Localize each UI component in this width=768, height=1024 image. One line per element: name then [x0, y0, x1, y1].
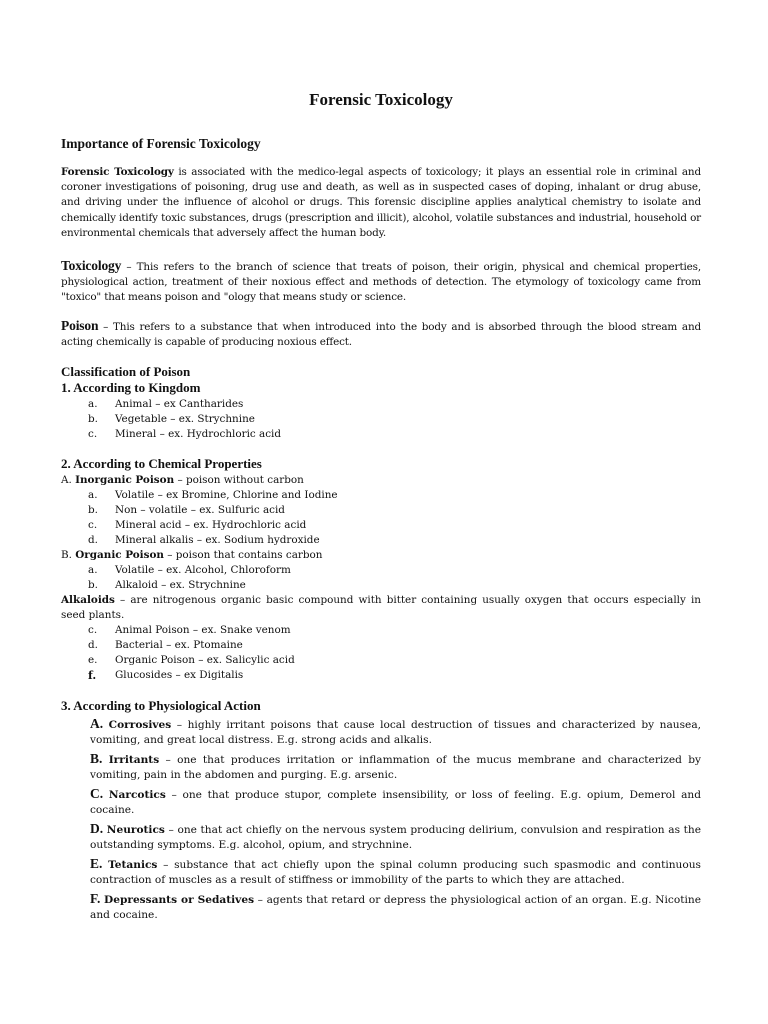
- list-item: a. Volatile – ex. Alcohol, Chloroform: [88, 564, 291, 576]
- alkaloids-line: Alkaloids – are nitrogenous organic basic compound with bitter containing usually oxygen that occurs especially in seed plants.: [61, 594, 701, 621]
- poison-paragraph: [61, 318, 701, 350]
- chemical-heading: 2. According to Chemical Properties: [61, 456, 262, 471]
- list-item: b. Non – volatile – ex. Sulfuric acid: [88, 504, 285, 516]
- list-item: c. Mineral acid – ex. Hydrochloric acid: [88, 519, 307, 531]
- list-item: a. Animal – ex Cantharides: [88, 398, 244, 410]
- toxicology-paragraph: [61, 258, 701, 306]
- poison-text: – This refers to a substance that when introduced into the body and is absorbed through the blood stream and acting chemically is capable of producing noxious effect.: [61, 321, 701, 349]
- toxicology-text: – This refers to the branch of science that treats of poison, their origin, physical and chemical properties, physiological action, treatment of their noxious effect and methods of detection. The etymology of toxicology came from "toxico" that means poison and "ology that means study or science.: [61, 261, 701, 304]
- list-item: F. Depressants or Sedatives – agents that retard or depress the physiological action of an organ. E.g. Nicotine and cocaine.: [90, 891, 701, 921]
- list-item: e. Organic Poison – ex. Salicylic acid: [88, 654, 295, 666]
- chemical-list: [61, 473, 701, 683]
- list-item: f. Glucosides – ex Digitalis: [88, 669, 244, 682]
- list-item: b. Alkaloid – ex. Strychnine: [88, 579, 246, 591]
- organic-line: B. Organic Poison – poison that contains carbon: [61, 549, 323, 561]
- intro-paragraph: [61, 165, 701, 241]
- list-item: D. Neurotics – one that act chiefly on the nervous system producing delirium, convulsion and respiration as the outstanding symptoms. E.g. alcohol, opium, and strychnine.: [90, 821, 701, 851]
- kingdom-list: [61, 397, 701, 442]
- physiological-list: [90, 716, 701, 926]
- list-item: C. Narcotics – one that produce stupor, complete insensibility, or loss of feeling. E.g. opium, Demerol and cocaine.: [90, 786, 702, 816]
- intro-term: Forensic Toxicology: [61, 166, 174, 178]
- list-item: b. Vegetable – ex. Strychnine: [88, 413, 255, 425]
- list-item: A. Corrosives – highly irritant poisons that cause local destruction of tissues and characterized by nausea, vomiting, and great local distress. E.g. strong acids and alkalis.: [90, 716, 702, 746]
- list-item: c. Mineral – ex. Hydrochloric acid: [88, 428, 282, 440]
- physiological-heading: 3. According to Physiological Action: [61, 698, 261, 713]
- list-item: c. Animal Poison – ex. Snake venom: [88, 624, 291, 636]
- inorganic-line: A. Inorganic Poison – poison without carbon: [61, 474, 304, 486]
- list-item: a. Volatile – ex Bromine, Chlorine and Iodine: [88, 489, 338, 501]
- importance-heading: Importance of Forensic Toxicology: [61, 136, 261, 151]
- list-item: d. Mineral alkalis – ex. Sodium hydroxide: [88, 534, 320, 546]
- classification-heading: Classification of Poison: [61, 364, 191, 379]
- kingdom-heading: 1. According to Kingdom: [61, 380, 201, 395]
- list-item: E. Tetanics – substance that act chiefly upon the spinal column producing such spasmodic and continuous contraction of muscles as a result of stiffness or immobility of the parts to which they are attached.: [90, 856, 701, 886]
- intro-text: is associated with the medico-legal aspects of toxicology; it plays an essential role in criminal and coroner investigations of poisoning, drug use and death, as well as in suspected cases of doping, inhalant or drug abuse, and driving under the influence of alcohol or drugs. This forensic discipline applies analytical chemistry to isolate and chemically identify toxic substances, drugs (prescription and illicit), alcohol, volatile substances and industrial, household or environmental chemicals that adversely affect the human body.: [61, 166, 701, 239]
- list-item: B. Irritants – one that produces irritation or inflammation of the mucus membrane and characterized by vomiting, pain in the abdomen and purging. E.g. arsenic.: [90, 751, 701, 781]
- list-item: d. Bacterial – ex. Ptomaine: [88, 639, 243, 651]
- poison-term: Poison: [61, 318, 99, 333]
- page-title: Forensic Toxicology: [309, 90, 453, 109]
- toxicology-term: Toxicology: [61, 258, 122, 273]
